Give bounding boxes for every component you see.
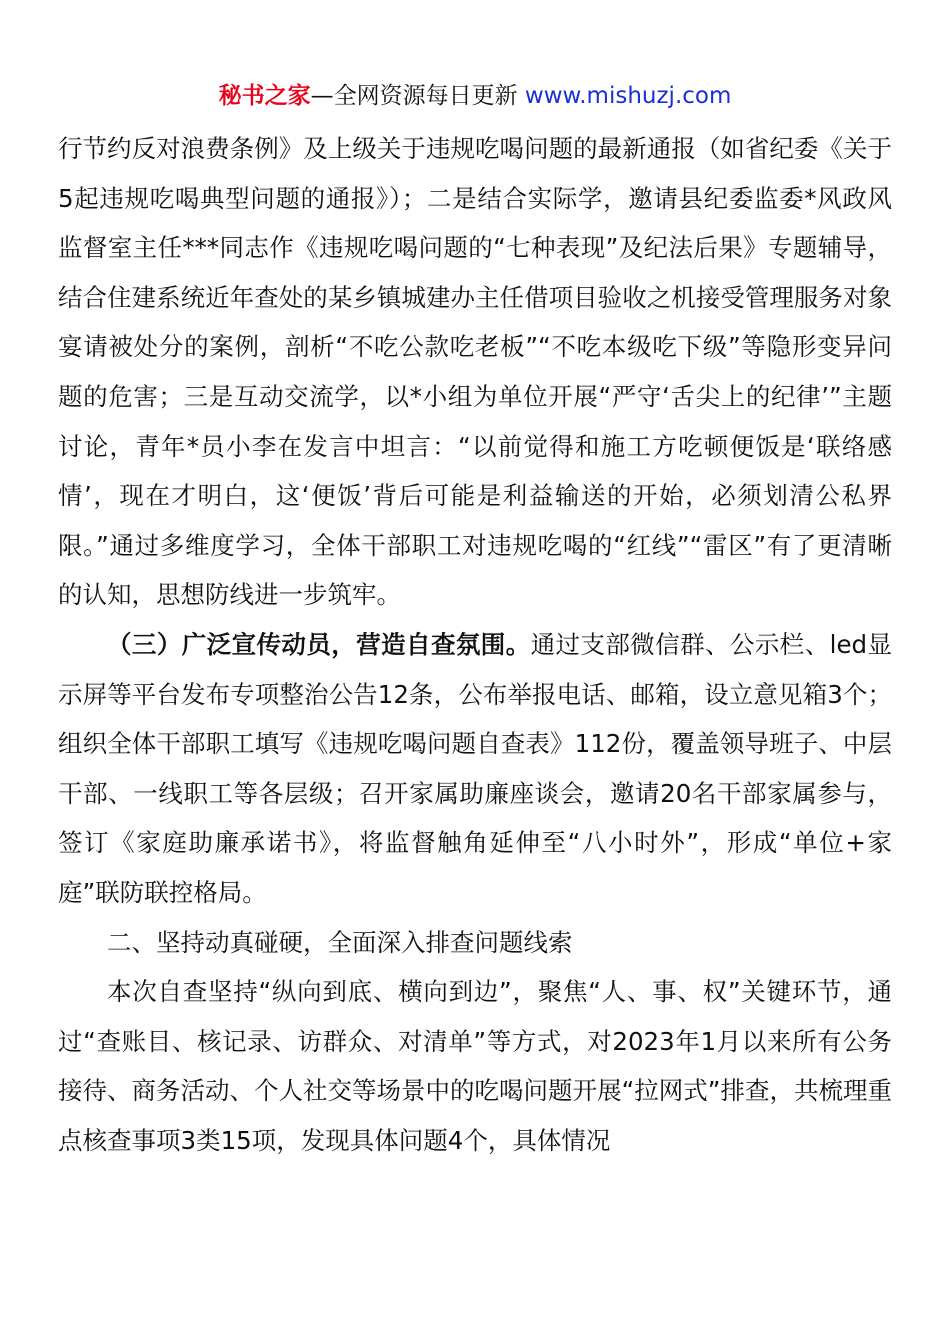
paragraph-publicity	[58, 620, 892, 918]
section-heading-investigation: 二、坚持动真碰硬，全面深入排查问题线索	[107, 927, 573, 957]
brand-name: 秘书之家	[218, 83, 311, 109]
paragraph-study-methods: 行节约反对浪费条例》及上级关于违规吃喝问题的最新通报（如省纪委《关于5起违规吃喝典型问题的通报》）；二是结合实际学，邀请县纪委监委*风政风监督室主任***同志作《违规吃喝问题的“七种表现”及纪法后果》专题辅导，结合住建系统近年查处的某乡镇城建办主任借项目验收之机接受管理服务对象宴请被处分的案例，剖析“不吃公款吃老板”“不吃本级吃下级”等隐形变异问题的危害；三是互动交流学，以*小组为单位开展“严守‘舌尖上的纪律’”主题讨论，青年*员小李在发言中坦言：“以前觉得和施工方吃顿便饭是‘联络感情’，现在才明白，这‘便饭’背后可能是利益输送的开始，必须划清公私界限。”通过多维度学习，全体干部职工对违规吃喝的“红线”“雷区”有了更清晰的认知，思想防线进一步筑牢。	[58, 134, 892, 610]
site-header	[0, 80, 950, 112]
paragraph-investigation: 本次自查坚持“纵向到底、横向到边”，聚焦“人、事、权”关键环节，通过“查账目、核记录、访群众、对清单”等方式，对2023年1月以来所有公务接待、商务活动、个人社交等场景中的吃喝问题开展“拉网式”排查，共梳理重点核查事项3类15项，发现具体问题4个，具体情况	[58, 977, 892, 1155]
subsection-heading-publicity: （三）广泛宣传动员，营造自查氛围。	[107, 629, 531, 659]
document-body	[58, 124, 892, 1165]
paragraph-publicity-body: 通过支部微信群、公示栏、led显示屏等平台发布专项整治公告12条，公布举报电话、邮箱，设立意见箱3个；组织全体干部职工填写《违规吃喝问题自查表》112份，覆盖领导班子、中层干部、一线职工等各层级；召开家属助廉座谈会，邀请20名干部家属参与，签订《家庭助廉承诺书》，将监督触角延伸至“八小时外”，形成“单位+家庭”联防联控格局。	[58, 629, 892, 907]
site-url-link[interactable]: www.mishuzj.com	[524, 83, 732, 109]
header-tagline: —全网资源每日更新	[310, 83, 518, 109]
